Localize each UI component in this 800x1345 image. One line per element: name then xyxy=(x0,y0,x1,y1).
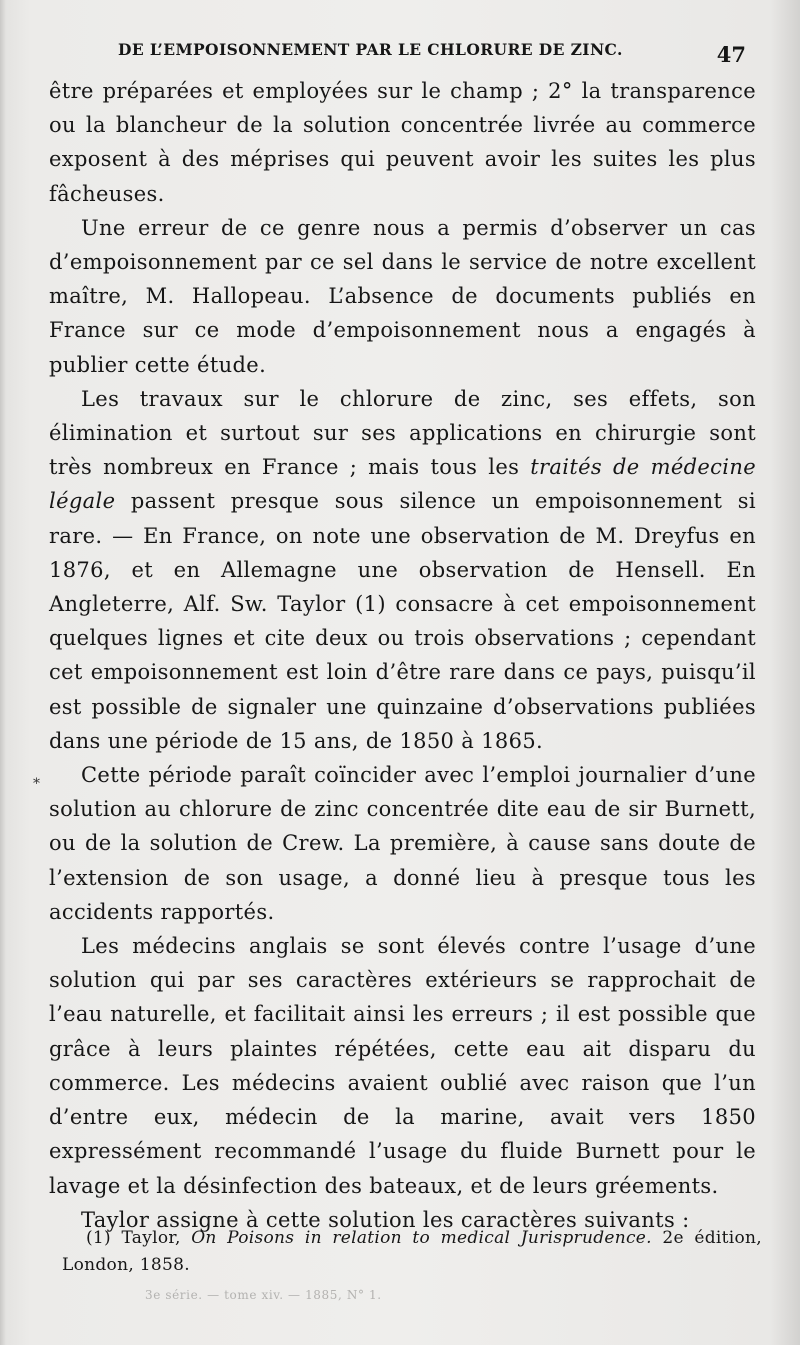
running-head xyxy=(118,38,758,68)
paragraph-periode: Cette période paraît coïncider avec l’emploi journalier d’une solution au chlorure de zinc concentrée dite eau de sir Burnett, ou de la solution de Crew. La première, à cause sans doute de l’extension de son usage, a donné lieu à presque tous les accidents rapportés. xyxy=(49,763,756,924)
paragraph-travaux-end: passent presque sous silence un empoisonnement si rare. — En France, on note une observation de M. Dreyfus en 1876, et en Allemagne une observation de Hensell. En Angleterre, Alf. Sw. Taylor (1) consacre à cet empoisonnement quelques lignes et cite deux ou trois observations ; cependant cet empoisonnement est loin d’être rare dans ce pays, puisqu’il est possible de signaler une quinzaine d’observations publiées dans une période de 15 ans, de 1850 à 1865. xyxy=(49,489,756,753)
margin-asterisk: * xyxy=(33,776,40,792)
paragraph-medecins: Les médecins anglais se sont élevés contre l’usage d’une solution qui par ses caractères extérieurs se rapprochait de l’eau naturelle, et facilitait ainsi les erreurs ; il est possible que grâce à leurs plaintes répétées, cette eau ait disparu du commerce. Les médecins avaient oublié avec raison que l’un d’entre eux, médecin de la marine, avait vers 1850 expressément recommandé l’usage du fluide Burnett pour le lavage et la désinfection des bateaux, et de leurs gréements. xyxy=(49,934,756,1198)
running-title: DE L’EMPOISONNEMENT PAR LE CHLORURE DE ZINC. xyxy=(118,40,623,59)
footnote-marker: (1) Taylor, xyxy=(86,1228,192,1248)
page-number: 47 xyxy=(716,42,746,67)
bleed-through-text: 3e série. — tome xiv. — 1885, N° 1. xyxy=(145,1288,382,1302)
footnote-rest: 2e édition, London, 1858. xyxy=(62,1228,762,1275)
body-text xyxy=(49,74,756,1237)
footnote-title: On Poisons in relation to medical Jurisprudence. xyxy=(191,1228,652,1248)
paragraph-travaux-start: Les travaux sur le chlorure de zinc, ses effets, son élimination et surtout sur ses applications en chirurgie sont très nombreux en France ; mais tous les xyxy=(49,386,756,480)
italic-traites: traités de médecine légale xyxy=(49,455,757,514)
paragraph-continuation: être préparées et employées sur le champ ; 2° la transparence ou la blancheur de la solution concentrée livrée au commerce exposent à des méprises qui peuvent avoir les suites les plus fâcheuses. xyxy=(49,79,756,206)
footnote xyxy=(62,1225,762,1279)
paragraph-taylor: Taylor assigne à cette solution les caractères suivants : xyxy=(81,1207,690,1232)
paragraph-travaux xyxy=(49,382,756,758)
paragraph-erreur: Une erreur de ce genre nous a permis d’observer un cas d’empoisonnement par ce sel dans le service de notre excellent maître, M. Hallopeau. L’absence de documents publiés en France sur ce mode d’empoisonnement nous a engagés à publier cette étude. xyxy=(49,215,756,377)
